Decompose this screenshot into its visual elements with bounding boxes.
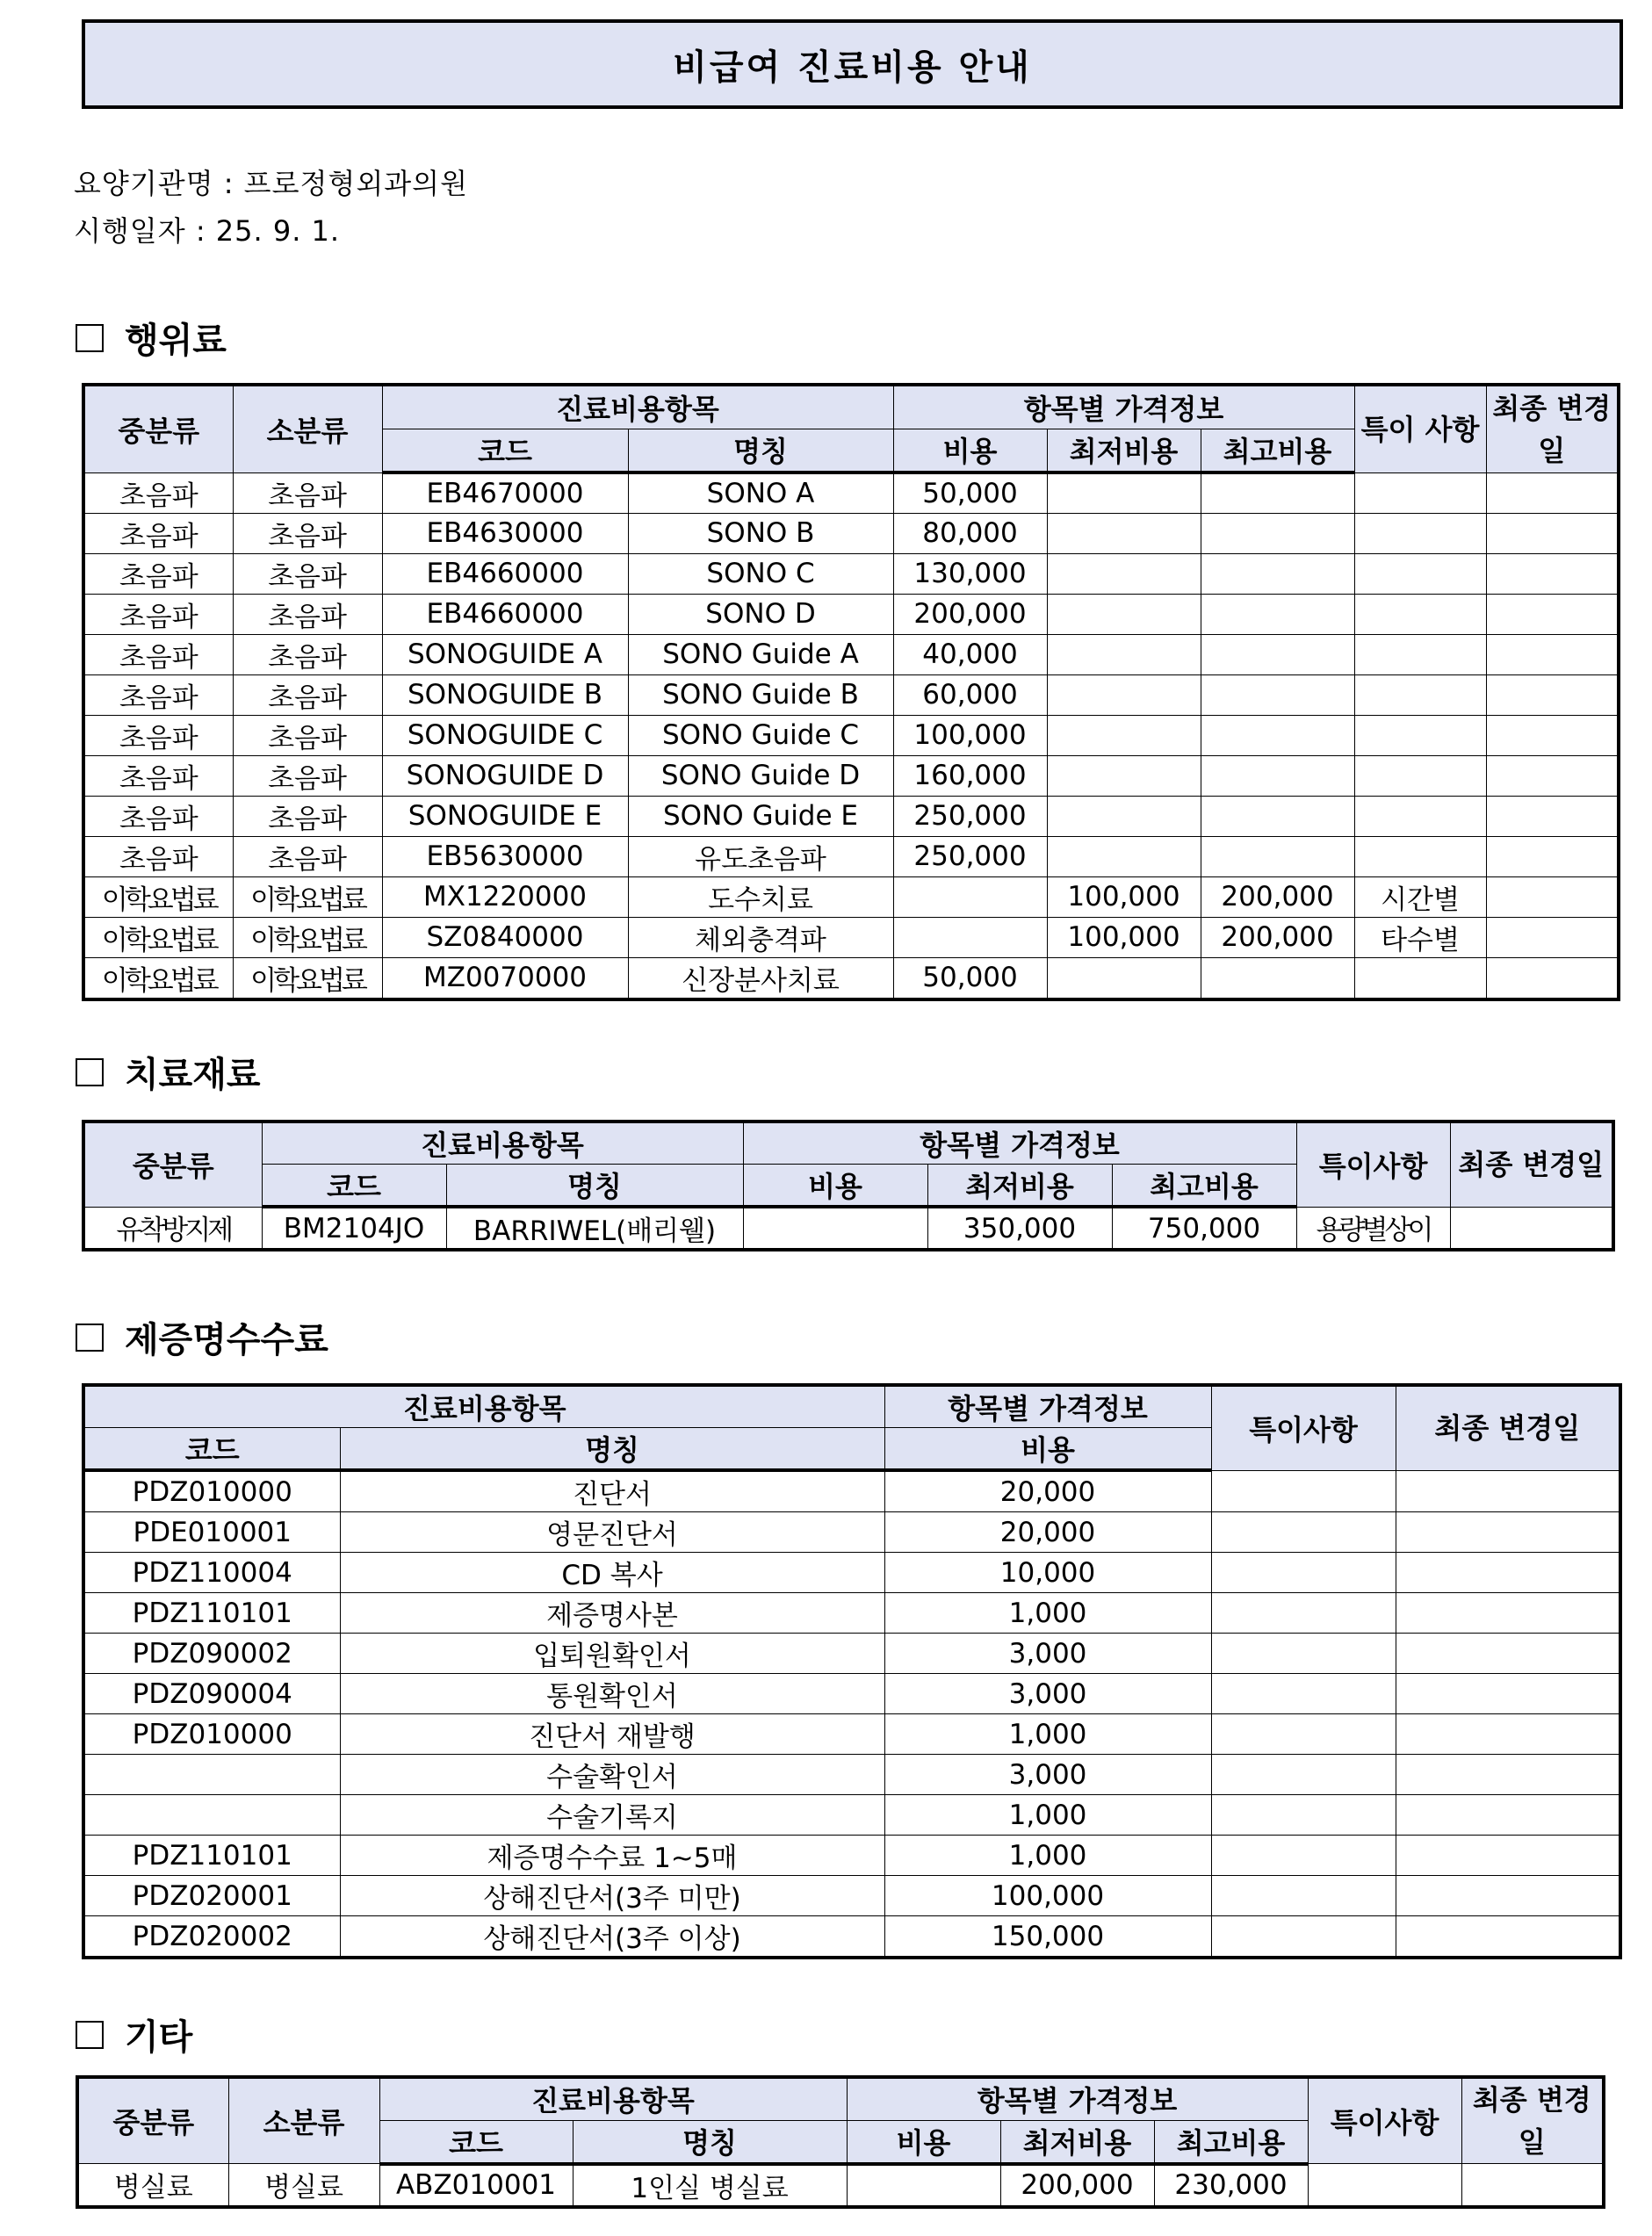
header-cost: 비용 <box>893 429 1047 472</box>
cell-cost: 40,000 <box>893 634 1047 674</box>
table-row <box>83 1876 1620 1916</box>
institution-name: 요양기관명 : 프로정형외과의원 <box>74 167 468 200</box>
section-heading-label: 제증명수수료 <box>125 1320 328 1360</box>
header-price-group: 항목별 가격정보 <box>743 1122 1296 1165</box>
cell-cost: 100,000 <box>893 715 1047 755</box>
cell-mid: 이학요법료 <box>83 917 233 957</box>
cell-cost: 3,000 <box>884 1674 1211 1714</box>
table-row <box>83 755 1619 796</box>
cell-note <box>1211 1553 1396 1593</box>
cell-code: PDZ110004 <box>83 1553 340 1593</box>
other-table-body <box>77 2164 1604 2207</box>
cell-mid: 초음파 <box>83 472 233 513</box>
header-mid-category: 중분류 <box>77 2077 228 2164</box>
cell-sub: 이학요법료 <box>233 876 382 917</box>
cell-min: 100,000 <box>1047 917 1201 957</box>
table-row <box>83 836 1619 876</box>
cell-note <box>1211 1714 1396 1755</box>
cell-name: SONO C <box>628 553 893 594</box>
cell-note <box>1354 674 1486 715</box>
header-price-group: 항목별 가격정보 <box>884 1385 1211 1428</box>
cell-name: 통원확인서 <box>340 1674 884 1714</box>
cell-cost <box>743 1207 927 1250</box>
cell-note <box>1354 594 1486 634</box>
cell-cost: 3,000 <box>884 1755 1211 1795</box>
cell-code: PDZ090002 <box>83 1634 340 1674</box>
cell-code: EB4660000 <box>382 553 628 594</box>
cell-code: MX1220000 <box>382 876 628 917</box>
cell-note: 타수별 <box>1354 917 1486 957</box>
cell-changed <box>1486 553 1619 594</box>
cell-note <box>1354 957 1486 999</box>
header-item-group: 진료비용항목 <box>379 2077 847 2120</box>
cell-cost <box>847 2164 1000 2207</box>
section-heading-label: 기타 <box>125 2017 193 2058</box>
certificate-table-body <box>83 1470 1620 1958</box>
header-last-changed: 최종 변경일 <box>1450 1122 1613 1207</box>
cell-name: SONO Guide E <box>628 796 893 836</box>
cell-sub: 초음파 <box>233 715 382 755</box>
cell-note <box>1354 836 1486 876</box>
cell-name: 영문진단서 <box>340 1512 884 1553</box>
header-note: 특이사항 <box>1308 2077 1461 2164</box>
cell-changed <box>1396 1593 1620 1634</box>
table-row <box>83 1512 1620 1553</box>
cell-cost: 130,000 <box>893 553 1047 594</box>
table-row <box>83 1795 1620 1836</box>
header-item-group: 진료비용항목 <box>262 1122 743 1165</box>
cell-name: 도수치료 <box>628 876 893 917</box>
cell-note <box>1354 715 1486 755</box>
cell-max: 200,000 <box>1201 917 1354 957</box>
table-row <box>83 876 1619 917</box>
cell-mid: 이학요법료 <box>83 957 233 999</box>
cell-cost: 80,000 <box>893 513 1047 553</box>
material-table-body <box>83 1207 1613 1250</box>
cell-sub: 초음파 <box>233 472 382 513</box>
cell-changed <box>1486 594 1619 634</box>
cell-mid: 이학요법료 <box>83 876 233 917</box>
cell-name: SONO A <box>628 472 893 513</box>
cell-note <box>1308 2164 1461 2207</box>
cell-changed <box>1486 876 1619 917</box>
cell-name: BARRIWEL(배리웰) <box>446 1207 743 1250</box>
table-row <box>83 715 1619 755</box>
procedure-table <box>82 383 1620 1001</box>
cell-sub: 이학요법료 <box>233 957 382 999</box>
cell-sub: 초음파 <box>233 796 382 836</box>
cell-min <box>1047 715 1201 755</box>
header-max-cost: 최고비용 <box>1201 429 1354 472</box>
cell-name: 제증명사본 <box>340 1593 884 1634</box>
cell-changed <box>1450 1207 1613 1250</box>
cell-min <box>1047 796 1201 836</box>
cell-sub: 초음파 <box>233 553 382 594</box>
cell-cost: 1,000 <box>884 1836 1211 1876</box>
checkbox-icon <box>76 2021 104 2049</box>
header-sub-category: 소분류 <box>233 385 382 472</box>
header-last-changed: 최종 변경일 <box>1461 2077 1604 2164</box>
cell-min <box>1047 634 1201 674</box>
cell-mid: 초음파 <box>83 836 233 876</box>
cell-name: 입퇴원확인서 <box>340 1634 884 1674</box>
cell-mid: 병실료 <box>77 2164 228 2207</box>
section-heading-label: 행위료 <box>125 321 227 361</box>
cell-changed <box>1486 715 1619 755</box>
cell-cost: 1,000 <box>884 1714 1211 1755</box>
header-mid-category: 중분류 <box>83 385 233 472</box>
cell-cost: 50,000 <box>893 472 1047 513</box>
cell-sub: 초음파 <box>233 755 382 796</box>
table-row <box>83 1593 1620 1634</box>
table-row <box>83 1916 1620 1958</box>
header-name: 명칭 <box>573 2120 847 2163</box>
section-heading-other <box>76 2009 192 2059</box>
cell-name: 체외충격파 <box>628 917 893 957</box>
cell-code <box>83 1795 340 1836</box>
cell-mid: 초음파 <box>83 594 233 634</box>
cell-note: 시간별 <box>1354 876 1486 917</box>
table-row <box>83 1836 1620 1876</box>
cell-max: 230,000 <box>1154 2164 1308 2207</box>
cell-sub: 초음파 <box>233 836 382 876</box>
procedure-table-body <box>83 472 1619 999</box>
table-row <box>83 1755 1620 1795</box>
other-table <box>76 2075 1605 2209</box>
cell-code: PDZ090004 <box>83 1674 340 1714</box>
cell-name: 유도초음파 <box>628 836 893 876</box>
cell-code: SONOGUIDE B <box>382 674 628 715</box>
cell-code: PDZ110101 <box>83 1593 340 1634</box>
cell-changed <box>1486 917 1619 957</box>
header-note: 특이사항 <box>1211 1385 1396 1470</box>
cell-code: EB4630000 <box>382 513 628 553</box>
header-note: 특이 사항 <box>1354 385 1486 472</box>
table-row <box>83 957 1619 999</box>
cell-code: BM2104JO <box>262 1207 446 1250</box>
cell-note <box>1354 472 1486 513</box>
cell-sub: 초음파 <box>233 634 382 674</box>
cell-max: 750,000 <box>1112 1207 1296 1250</box>
cell-name: 제증명수수료 1~5매 <box>340 1836 884 1876</box>
effective-date: 시행일자 : 25. 9. 1. <box>74 214 341 248</box>
table-row <box>83 917 1619 957</box>
table-row <box>83 796 1619 836</box>
header-last-changed: 최종 변경일 <box>1396 1385 1620 1470</box>
cell-changed <box>1396 1795 1620 1836</box>
cell-name: SONO B <box>628 513 893 553</box>
cell-changed <box>1396 1674 1620 1714</box>
cell-cost: 3,000 <box>884 1634 1211 1674</box>
header-min-cost: 최저비용 <box>1000 2120 1154 2163</box>
cell-note <box>1211 1674 1396 1714</box>
cell-cost: 150,000 <box>884 1916 1211 1958</box>
cell-max <box>1201 553 1354 594</box>
cell-min <box>1047 755 1201 796</box>
cell-changed <box>1486 957 1619 999</box>
cell-min <box>1047 513 1201 553</box>
cell-max <box>1201 755 1354 796</box>
cell-code: ABZ010001 <box>379 2164 573 2207</box>
cell-mid: 유착방지제 <box>83 1207 262 1250</box>
cell-changed <box>1396 1876 1620 1916</box>
table-row <box>83 553 1619 594</box>
table-row <box>83 472 1619 513</box>
table-row <box>83 1714 1620 1755</box>
cell-mid: 초음파 <box>83 715 233 755</box>
cell-code: SZ0840000 <box>382 917 628 957</box>
header-sub-category: 소분류 <box>228 2077 379 2164</box>
cell-sub: 이학요법료 <box>233 917 382 957</box>
table-row <box>83 1470 1620 1512</box>
header-last-changed: 최종 변경일 <box>1486 385 1619 472</box>
cell-min <box>1047 836 1201 876</box>
cell-cost: 160,000 <box>893 755 1047 796</box>
cell-code: PDZ020001 <box>83 1876 340 1916</box>
cell-note <box>1211 1836 1396 1876</box>
page-title: 비급여 진료비용 안내 <box>82 19 1623 109</box>
cell-changed <box>1396 1470 1620 1512</box>
cell-name: 수술기록지 <box>340 1795 884 1836</box>
table-row <box>83 513 1619 553</box>
cell-max <box>1201 957 1354 999</box>
cell-cost: 50,000 <box>893 957 1047 999</box>
cell-changed <box>1396 1836 1620 1876</box>
cell-sub: 초음파 <box>233 513 382 553</box>
cell-min <box>1047 472 1201 513</box>
header-cost: 비용 <box>743 1165 927 1208</box>
cell-code: SONOGUIDE C <box>382 715 628 755</box>
cell-cost: 60,000 <box>893 674 1047 715</box>
cell-changed <box>1396 1755 1620 1795</box>
cell-name: 1인실 병실료 <box>573 2164 847 2207</box>
cell-min <box>1047 553 1201 594</box>
cell-name: 진단서 <box>340 1470 884 1512</box>
table-row <box>83 1553 1620 1593</box>
cell-changed <box>1486 472 1619 513</box>
cell-code <box>83 1755 340 1795</box>
header-code: 코드 <box>262 1165 446 1208</box>
cell-cost: 20,000 <box>884 1470 1211 1512</box>
cell-note <box>1211 1755 1396 1795</box>
cell-name: SONO Guide A <box>628 634 893 674</box>
header-max-cost: 최고비용 <box>1154 2120 1308 2163</box>
certificate-table <box>82 1383 1622 1959</box>
header-price-group: 항목별 가격정보 <box>893 385 1354 429</box>
section-heading-label: 치료재료 <box>125 1055 261 1095</box>
cell-note <box>1354 634 1486 674</box>
cell-max <box>1201 472 1354 513</box>
cell-name: SONO Guide B <box>628 674 893 715</box>
cell-code: SONOGUIDE A <box>382 634 628 674</box>
cell-code: EB4660000 <box>382 594 628 634</box>
table-row <box>83 1634 1620 1674</box>
table-row <box>83 634 1619 674</box>
cell-mid: 초음파 <box>83 553 233 594</box>
cell-max <box>1201 836 1354 876</box>
section-heading-procedure <box>76 313 227 363</box>
cell-note <box>1211 1634 1396 1674</box>
table-row <box>83 1674 1620 1714</box>
cell-changed <box>1396 1512 1620 1553</box>
header-min-cost: 최저비용 <box>1047 429 1201 472</box>
table-row <box>77 2164 1604 2207</box>
cell-name: SONO Guide D <box>628 755 893 796</box>
material-table <box>82 1120 1615 1251</box>
cell-code: PDZ010000 <box>83 1714 340 1755</box>
cell-note <box>1211 1593 1396 1634</box>
cell-name: 상해진단서(3주 미만) <box>340 1876 884 1916</box>
cell-code: PDZ020002 <box>83 1916 340 1958</box>
header-max-cost: 최고비용 <box>1112 1165 1296 1208</box>
section-heading-certificate <box>76 1312 328 1362</box>
cell-cost: 1,000 <box>884 1593 1211 1634</box>
header-min-cost: 최저비용 <box>927 1165 1112 1208</box>
cell-max <box>1201 674 1354 715</box>
header-note: 특이사항 <box>1296 1122 1450 1207</box>
header-item-group: 진료비용항목 <box>382 385 893 429</box>
cell-changed <box>1396 1714 1620 1755</box>
cell-changed <box>1486 796 1619 836</box>
cell-min: 350,000 <box>927 1207 1112 1250</box>
cell-changed <box>1461 2164 1604 2207</box>
cell-cost: 10,000 <box>884 1553 1211 1593</box>
cell-note <box>1354 513 1486 553</box>
cell-changed <box>1396 1553 1620 1593</box>
cell-min: 200,000 <box>1000 2164 1154 2207</box>
cell-cost <box>893 876 1047 917</box>
cell-note <box>1211 1876 1396 1916</box>
cell-code: SONOGUIDE E <box>382 796 628 836</box>
cell-cost: 250,000 <box>893 836 1047 876</box>
cell-sub: 초음파 <box>233 674 382 715</box>
cell-max <box>1201 634 1354 674</box>
cell-name: SONO Guide C <box>628 715 893 755</box>
cell-mid: 초음파 <box>83 634 233 674</box>
header-price-group: 항목별 가격정보 <box>847 2077 1308 2120</box>
cell-mid: 초음파 <box>83 796 233 836</box>
cell-cost <box>893 917 1047 957</box>
cell-cost: 200,000 <box>893 594 1047 634</box>
cell-code: MZ0070000 <box>382 957 628 999</box>
cell-name: CD 복사 <box>340 1553 884 1593</box>
header-name: 명칭 <box>628 429 893 472</box>
cell-changed <box>1486 674 1619 715</box>
cell-name: 신장분사치료 <box>628 957 893 999</box>
cell-note: 용량별상이 <box>1296 1207 1450 1250</box>
cell-max <box>1201 796 1354 836</box>
cell-max <box>1201 594 1354 634</box>
header-cost: 비용 <box>884 1428 1211 1471</box>
cell-name: 수술확인서 <box>340 1755 884 1795</box>
cell-code: PDZ010000 <box>83 1470 340 1512</box>
cell-sub: 초음파 <box>233 594 382 634</box>
cell-min <box>1047 957 1201 999</box>
table-row <box>83 1207 1613 1250</box>
cell-note <box>1354 553 1486 594</box>
cell-note <box>1354 796 1486 836</box>
cell-mid: 초음파 <box>83 513 233 553</box>
cell-note <box>1211 1916 1396 1958</box>
header-name: 명칭 <box>446 1165 743 1208</box>
cell-cost: 1,000 <box>884 1795 1211 1836</box>
cell-code: EB4670000 <box>382 472 628 513</box>
cell-code: EB5630000 <box>382 836 628 876</box>
checkbox-icon <box>76 1058 104 1086</box>
cell-max <box>1201 513 1354 553</box>
cell-max: 200,000 <box>1201 876 1354 917</box>
cell-min <box>1047 594 1201 634</box>
cell-note <box>1354 755 1486 796</box>
header-code: 코드 <box>382 429 628 472</box>
cell-min <box>1047 674 1201 715</box>
cell-note <box>1211 1470 1396 1512</box>
table-row <box>83 594 1619 634</box>
table-row <box>83 674 1619 715</box>
checkbox-icon <box>76 1324 104 1352</box>
header-item-group: 진료비용항목 <box>83 1385 884 1428</box>
cell-code: PDE010001 <box>83 1512 340 1553</box>
section-heading-material <box>76 1047 261 1097</box>
cell-cost: 100,000 <box>884 1876 1211 1916</box>
cell-max <box>1201 715 1354 755</box>
cell-name: 상해진단서(3주 이상) <box>340 1916 884 1958</box>
cell-code: SONOGUIDE D <box>382 755 628 796</box>
header-mid-category: 중분류 <box>83 1122 262 1207</box>
cell-note <box>1211 1512 1396 1553</box>
cell-name: 진단서 재발행 <box>340 1714 884 1755</box>
cell-changed <box>1486 755 1619 796</box>
cell-mid: 초음파 <box>83 674 233 715</box>
cell-changed <box>1486 634 1619 674</box>
cell-changed <box>1396 1634 1620 1674</box>
cell-cost: 20,000 <box>884 1512 1211 1553</box>
cell-name: SONO D <box>628 594 893 634</box>
cell-changed <box>1396 1916 1620 1958</box>
header-cost: 비용 <box>847 2120 1000 2163</box>
cell-changed <box>1486 513 1619 553</box>
cell-note <box>1211 1795 1396 1836</box>
cell-min: 100,000 <box>1047 876 1201 917</box>
checkbox-icon <box>76 324 104 352</box>
cell-changed <box>1486 836 1619 876</box>
cell-mid: 초음파 <box>83 755 233 796</box>
cell-sub: 병실료 <box>228 2164 379 2207</box>
header-code: 코드 <box>83 1428 340 1471</box>
header-code: 코드 <box>379 2120 573 2163</box>
cell-code: PDZ110101 <box>83 1836 340 1876</box>
cell-cost: 250,000 <box>893 796 1047 836</box>
header-name: 명칭 <box>340 1428 884 1471</box>
